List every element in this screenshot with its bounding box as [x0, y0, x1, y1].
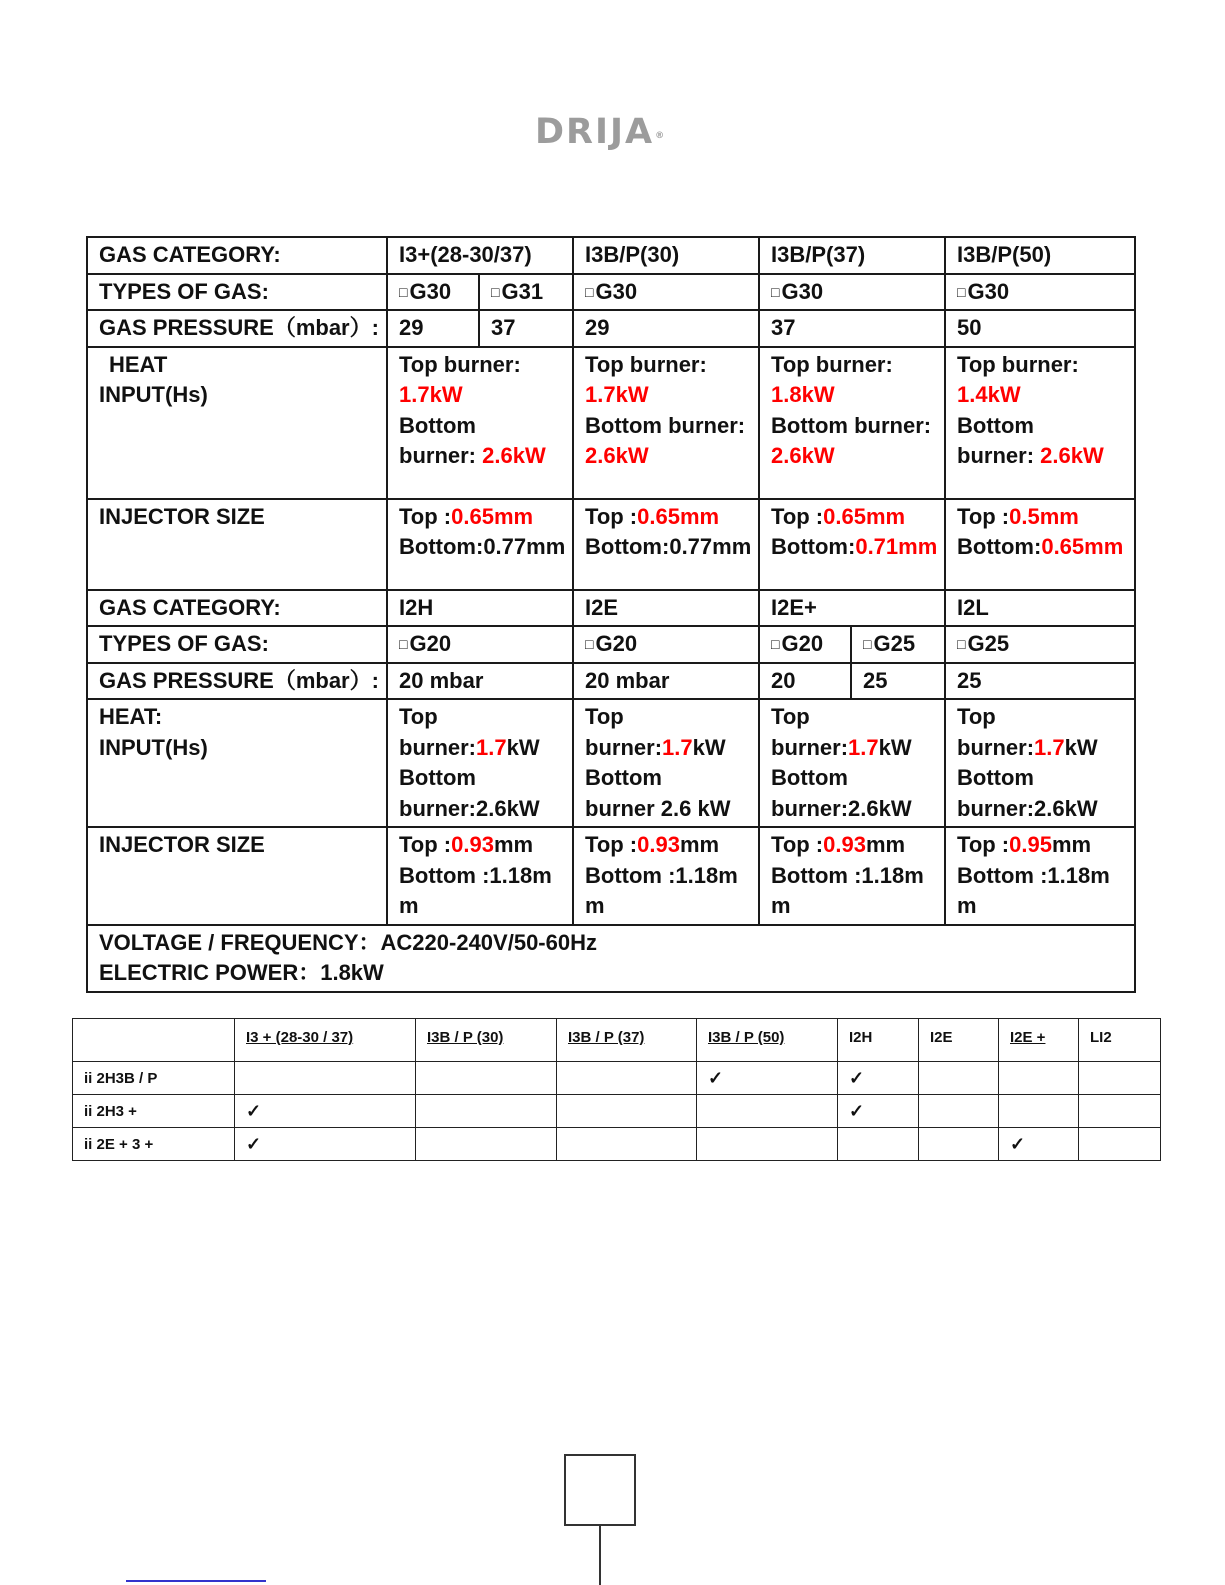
brand-logo: DRIJA®: [535, 112, 665, 152]
row-label: ii 2E + 3 +: [73, 1128, 235, 1161]
column-header: LI2: [1079, 1019, 1161, 1062]
table-cell: Top :0.93mm Bottom :1.18m m: [759, 827, 945, 925]
column-header: I2E: [919, 1019, 999, 1062]
check-mark-icon: ✓: [246, 1133, 262, 1154]
table-cell: □G20: [387, 626, 573, 663]
footer-underline: [126, 1580, 266, 1582]
row-label: GAS CATEGORY:: [87, 237, 387, 274]
table-cell: 29: [573, 310, 759, 347]
table-cell: [416, 1128, 557, 1161]
table-cell: Top burner:1.7kW Bottom burner 2.6 kW: [573, 699, 759, 827]
table-cell: [919, 1128, 999, 1161]
table-cell: I3B/P(30): [573, 237, 759, 274]
checkbox-icon: □: [863, 636, 872, 652]
table-cell: [1079, 1128, 1161, 1161]
page-number-box: [564, 1454, 636, 1526]
table-cell: Top burner:1.7kW Bottom burner:2.6kW: [759, 699, 945, 827]
table-cell: 29: [387, 310, 479, 347]
table-cell: Top :0.93mm Bottom :1.18m m: [573, 827, 759, 925]
table-row: [87, 925, 1135, 992]
table-row: [73, 1019, 1161, 1062]
table-cell: I2E: [573, 590, 759, 627]
checkbox-icon: □: [957, 636, 966, 652]
table-row: [87, 626, 1135, 663]
table-cell: [838, 1062, 919, 1095]
table-cell: Top :0.65mm Bottom:0.77mm: [573, 499, 759, 590]
table-cell: [73, 1019, 235, 1062]
table-cell: 20 mbar: [573, 663, 759, 700]
table-cell: 37: [759, 310, 945, 347]
table-row: [87, 590, 1135, 627]
gas-spec-table: [86, 236, 1136, 993]
table-cell: I3+(28-30/37): [387, 237, 573, 274]
table-cell: Top burner:1.7kW Bottom burner:2.6kW: [387, 699, 573, 827]
table-cell: [697, 1128, 838, 1161]
row-label: TYPES OF GAS:: [87, 274, 387, 311]
gas-compatibility-table: [72, 1018, 1161, 1161]
table-cell: [557, 1095, 697, 1128]
column-header: I2E +: [999, 1019, 1079, 1062]
table-cell: □G25: [945, 626, 1135, 663]
checkbox-icon: □: [491, 283, 500, 300]
row-label: HEAT: INPUT(Hs): [87, 699, 387, 827]
table-cell: [838, 1128, 919, 1161]
table-cell: [999, 1128, 1079, 1161]
table-cell: [235, 1095, 416, 1128]
table-cell: 25: [851, 663, 945, 700]
table-cell: [999, 1095, 1079, 1128]
table-row: [87, 310, 1135, 347]
table-cell: I2L: [945, 590, 1135, 627]
check-mark-icon: ✓: [1010, 1133, 1026, 1154]
table-row: [73, 1095, 1161, 1128]
table-cell: [557, 1062, 697, 1095]
table-row: [87, 237, 1135, 274]
row-label: GAS CATEGORY:: [87, 590, 387, 627]
table-cell: Top burner:1.7kW Bottom burner:2.6kW: [945, 699, 1135, 827]
table-cell: Top :0.5mm Bottom:0.65mm: [945, 499, 1135, 590]
table-cell: Top burner: 1.7kW Bottom burner: 2.6kW: [573, 347, 759, 499]
table-row: [73, 1128, 1161, 1161]
table-cell: [1079, 1095, 1161, 1128]
table-cell: [697, 1062, 838, 1095]
table-cell: [697, 1095, 838, 1128]
column-header: I2H: [838, 1019, 919, 1062]
table-cell: Top burner: 1.8kW Bottom burner: 2.6kW: [759, 347, 945, 499]
row-label: INJECTOR SIZE: [87, 499, 387, 590]
table-cell: □G30: [573, 274, 759, 311]
column-header: I3B / P (50): [697, 1019, 838, 1062]
table-cell: □G30: [945, 274, 1135, 311]
table-cell: Top :0.65mm Bottom:0.77mm: [387, 499, 573, 590]
table-cell: Top burner: 1.7kW Bottom burner: 2.6kW: [387, 347, 573, 499]
table-cell: [416, 1062, 557, 1095]
table-cell: Top burner: 1.4kW Bottom burner: 2.6kW: [945, 347, 1135, 499]
check-mark-icon: ✓: [849, 1100, 865, 1121]
table-cell: Top :0.65mm Bottom:0.71mm: [759, 499, 945, 590]
row-label: INJECTOR SIZE: [87, 827, 387, 925]
table-cell: I3B/P(37): [759, 237, 945, 274]
table-cell: 20 mbar: [387, 663, 573, 700]
table-cell: [235, 1128, 416, 1161]
table-cell: [999, 1062, 1079, 1095]
column-header: I3B / P (37): [557, 1019, 697, 1062]
table-row: [87, 827, 1135, 925]
row-label: GAS PRESSURE（mbar）:: [87, 663, 387, 700]
table-cell: [416, 1095, 557, 1128]
table-row: [87, 663, 1135, 700]
check-mark-icon: ✓: [849, 1067, 865, 1088]
table-row: [87, 347, 1135, 499]
checkbox-icon: □: [585, 283, 594, 300]
table-cell: I2H: [387, 590, 573, 627]
table-cell: [557, 1128, 697, 1161]
page-connector-line: [599, 1524, 601, 1585]
row-label: GAS PRESSURE（mbar）:: [87, 310, 387, 347]
table-row: [87, 499, 1135, 590]
row-label: TYPES OF GAS:: [87, 626, 387, 663]
check-mark-icon: ✓: [708, 1067, 724, 1088]
table-cell: I2E+: [759, 590, 945, 627]
column-header: I3B / P (30): [416, 1019, 557, 1062]
table-cell: □G20: [759, 626, 851, 663]
table-cell: □G30: [759, 274, 945, 311]
checkbox-icon: □: [399, 636, 408, 652]
checkbox-icon: □: [957, 283, 966, 300]
table-row: [87, 699, 1135, 827]
table-cell: 50: [945, 310, 1135, 347]
row-label: HEAT INPUT(Hs): [87, 347, 387, 499]
table-cell: □G25: [851, 626, 945, 663]
checkbox-icon: □: [771, 636, 780, 652]
table-cell: 37: [479, 310, 573, 347]
table-cell: □G30: [387, 274, 479, 311]
row-label: ii 2H3 +: [73, 1095, 235, 1128]
checkbox-icon: □: [771, 283, 780, 300]
table-cell: Top :0.93mm Bottom :1.18m m: [387, 827, 573, 925]
table-cell: [838, 1095, 919, 1128]
table-row: [87, 274, 1135, 311]
table-cell: [919, 1062, 999, 1095]
table-cell: [919, 1095, 999, 1128]
checkbox-icon: □: [399, 283, 408, 300]
table-cell: Top :0.95mm Bottom :1.18m m: [945, 827, 1135, 925]
table-cell: I3B/P(50): [945, 237, 1135, 274]
check-mark-icon: ✓: [246, 1100, 262, 1121]
electrical-spec-cell: VOLTAGE / FREQUENCY：AC220-240V/50-60Hz ELECTRIC POWER：1.8kW: [87, 925, 1135, 992]
table-cell: □G31: [479, 274, 573, 311]
table-row: [73, 1062, 1161, 1095]
table-cell: [235, 1062, 416, 1095]
table-cell: □G20: [573, 626, 759, 663]
column-header: I3 + (28-30 / 37): [235, 1019, 416, 1062]
table-cell: [1079, 1062, 1161, 1095]
table-cell: 25: [945, 663, 1135, 700]
row-label: ii 2H3B / P: [73, 1062, 235, 1095]
table-cell: 20: [759, 663, 851, 700]
checkbox-icon: □: [585, 636, 594, 652]
